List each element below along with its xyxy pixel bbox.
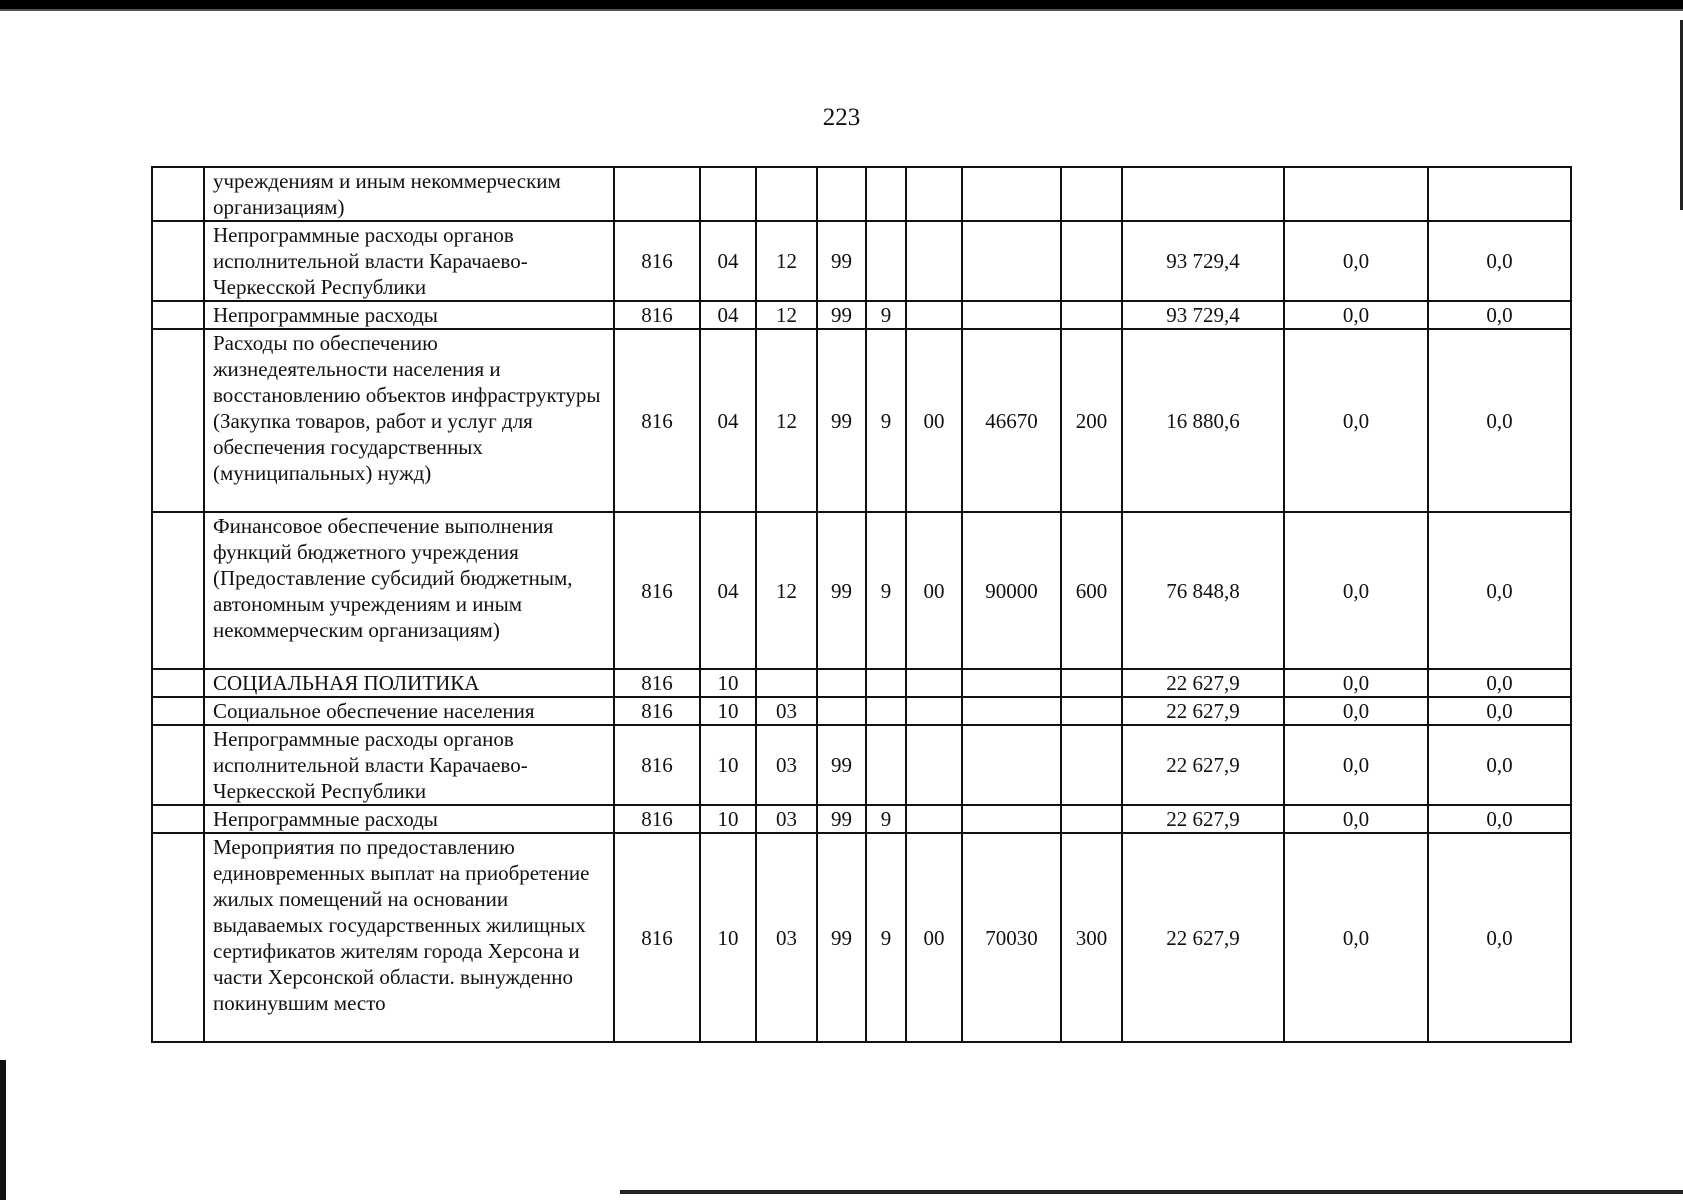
row-value-cell — [906, 725, 962, 805]
row-value-cell: 22 627,9 — [1122, 833, 1284, 1042]
row-value-cell: 816 — [614, 221, 700, 301]
row-value-cell: 10 — [700, 833, 756, 1042]
row-value-cell — [906, 221, 962, 301]
row-value-cell: 99 — [817, 512, 866, 669]
row-value-cell: 300 — [1061, 833, 1122, 1042]
row-index-cell — [152, 167, 204, 221]
row-value-cell: 0,0 — [1428, 725, 1571, 805]
row-value-cell: 03 — [756, 697, 817, 725]
row-value-cell: 0,0 — [1428, 833, 1571, 1042]
row-value-cell: 816 — [614, 697, 700, 725]
row-value-cell: 22 627,9 — [1122, 805, 1284, 833]
row-value-cell: 200 — [1061, 329, 1122, 512]
row-value-cell — [866, 725, 906, 805]
row-value-cell: 00 — [906, 329, 962, 512]
row-value-cell: 0,0 — [1284, 725, 1428, 805]
row-value-cell — [962, 301, 1061, 329]
row-index-cell — [152, 301, 204, 329]
row-value-cell: 0,0 — [1284, 805, 1428, 833]
row-index-cell — [152, 669, 204, 697]
row-index-cell — [152, 833, 204, 1042]
row-value-cell: 12 — [756, 301, 817, 329]
row-value-cell: 22 627,9 — [1122, 697, 1284, 725]
row-value-cell: 0,0 — [1284, 512, 1428, 669]
row-value-cell: 816 — [614, 512, 700, 669]
row-value-cell: 04 — [700, 329, 756, 512]
row-value-cell: 0,0 — [1284, 833, 1428, 1042]
table-body — [152, 167, 1571, 1042]
row-value-cell: 0,0 — [1284, 697, 1428, 725]
row-index-cell — [152, 697, 204, 725]
row-name-cell: Социальное обеспечение населения — [204, 697, 614, 725]
row-value-cell: 03 — [756, 725, 817, 805]
row-value-cell — [1428, 167, 1571, 221]
budget-table — [151, 166, 1572, 1043]
row-value-cell — [962, 805, 1061, 833]
row-value-cell: 816 — [614, 329, 700, 512]
row-value-cell: 99 — [817, 833, 866, 1042]
row-value-cell — [1284, 167, 1428, 221]
row-value-cell — [817, 697, 866, 725]
row-value-cell — [817, 669, 866, 697]
row-value-cell: 9 — [866, 805, 906, 833]
row-value-cell — [866, 697, 906, 725]
row-value-cell: 99 — [817, 301, 866, 329]
row-value-cell: 0,0 — [1428, 805, 1571, 833]
table-row — [152, 167, 1571, 221]
row-value-cell: 12 — [756, 329, 817, 512]
row-value-cell — [1061, 697, 1122, 725]
table-row — [152, 697, 1571, 725]
row-value-cell — [1061, 221, 1122, 301]
row-value-cell: 0,0 — [1428, 697, 1571, 725]
row-index-cell — [152, 221, 204, 301]
row-value-cell — [1061, 725, 1122, 805]
row-value-cell: 9 — [866, 512, 906, 669]
row-value-cell — [906, 697, 962, 725]
table-row — [152, 301, 1571, 329]
row-value-cell: 816 — [614, 301, 700, 329]
row-name-cell: Непрограммные расходы — [204, 805, 614, 833]
row-value-cell — [1061, 301, 1122, 329]
row-name-cell: учреждениям и иным некоммерческим организациям) — [204, 167, 614, 221]
row-value-cell — [906, 805, 962, 833]
row-value-cell: 99 — [817, 221, 866, 301]
row-value-cell — [700, 167, 756, 221]
row-value-cell: 0,0 — [1284, 221, 1428, 301]
row-value-cell: 22 627,9 — [1122, 725, 1284, 805]
row-value-cell: 10 — [700, 697, 756, 725]
row-value-cell: 99 — [817, 725, 866, 805]
row-value-cell: 816 — [614, 833, 700, 1042]
row-name-cell: СОЦИАЛЬНАЯ ПОЛИТИКА — [204, 669, 614, 697]
row-value-cell: 70030 — [962, 833, 1061, 1042]
row-index-cell — [152, 805, 204, 833]
row-value-cell: 93 729,4 — [1122, 301, 1284, 329]
row-value-cell: 99 — [817, 805, 866, 833]
row-value-cell — [817, 167, 866, 221]
row-value-cell: 10 — [700, 805, 756, 833]
row-index-cell — [152, 329, 204, 512]
row-value-cell: 0,0 — [1428, 669, 1571, 697]
row-value-cell: 03 — [756, 833, 817, 1042]
row-value-cell: 99 — [817, 329, 866, 512]
row-value-cell: 10 — [700, 669, 756, 697]
row-value-cell — [866, 167, 906, 221]
row-value-cell — [962, 669, 1061, 697]
row-value-cell — [1061, 669, 1122, 697]
row-value-cell — [1122, 167, 1284, 221]
row-value-cell — [906, 301, 962, 329]
table-row — [152, 512, 1571, 669]
row-value-cell: 04 — [700, 301, 756, 329]
row-value-cell: 16 880,6 — [1122, 329, 1284, 512]
row-value-cell: 816 — [614, 805, 700, 833]
row-value-cell — [962, 221, 1061, 301]
scan-left-edge — [0, 1060, 6, 1200]
row-value-cell: 600 — [1061, 512, 1122, 669]
row-value-cell: 0,0 — [1284, 669, 1428, 697]
row-name-cell: Мероприятия по предоставлению единовременных выплат на приобретение жилых помещений на основании выдаваемых государственных жилищных сертификатов жителям города Херсона и части Херсонской области. вынужденно покинувшим место — [204, 833, 614, 1042]
row-value-cell: 9 — [866, 301, 906, 329]
row-value-cell: 00 — [906, 512, 962, 669]
row-value-cell — [614, 167, 700, 221]
row-value-cell: 04 — [700, 512, 756, 669]
row-value-cell: 10 — [700, 725, 756, 805]
row-value-cell — [756, 669, 817, 697]
row-value-cell — [866, 669, 906, 697]
row-value-cell — [906, 167, 962, 221]
table-row — [152, 833, 1571, 1042]
row-value-cell: 00 — [906, 833, 962, 1042]
table-row — [152, 805, 1571, 833]
row-value-cell: 93 729,4 — [1122, 221, 1284, 301]
row-value-cell: 9 — [866, 329, 906, 512]
row-value-cell: 22 627,9 — [1122, 669, 1284, 697]
row-value-cell — [962, 697, 1061, 725]
row-value-cell — [1061, 805, 1122, 833]
row-value-cell: 90000 — [962, 512, 1061, 669]
row-value-cell: 0,0 — [1428, 301, 1571, 329]
row-value-cell — [906, 669, 962, 697]
row-name-cell: Непрограммные расходы органов исполнительной власти Карачаево-Черкесской Республики — [204, 725, 614, 805]
row-value-cell: 03 — [756, 805, 817, 833]
row-value-cell: 0,0 — [1284, 329, 1428, 512]
row-value-cell: 816 — [614, 725, 700, 805]
table-row — [152, 669, 1571, 697]
table-row — [152, 725, 1571, 805]
table-row — [152, 221, 1571, 301]
row-index-cell — [152, 725, 204, 805]
row-value-cell: 0,0 — [1284, 301, 1428, 329]
table-row — [152, 329, 1571, 512]
row-index-cell — [152, 512, 204, 669]
row-value-cell — [866, 221, 906, 301]
row-value-cell: 12 — [756, 512, 817, 669]
row-value-cell — [1061, 167, 1122, 221]
row-value-cell — [962, 725, 1061, 805]
row-value-cell: 9 — [866, 833, 906, 1042]
row-value-cell — [756, 167, 817, 221]
page-number: 223 — [822, 104, 861, 131]
row-value-cell: 46670 — [962, 329, 1061, 512]
row-value-cell: 76 848,8 — [1122, 512, 1284, 669]
row-name-cell: Финансовое обеспечение выполнения функций бюджетного учреждения (Предоставление субсидий бюджетным, автономным учреждениям и иным некоммерческим организациям) — [204, 512, 614, 669]
row-name-cell: Непрограммные расходы — [204, 301, 614, 329]
row-value-cell: 0,0 — [1428, 512, 1571, 669]
row-value-cell — [962, 167, 1061, 221]
row-value-cell: 12 — [756, 221, 817, 301]
row-value-cell: 0,0 — [1428, 329, 1571, 512]
scan-bottom-edge — [620, 1190, 1683, 1194]
row-name-cell: Расходы по обеспечению жизнедеятельности населения и восстановлению объектов инфраструктуры (Закупка товаров, работ и услуг для обеспечения государственных (муниципальных) нужд) — [204, 329, 614, 512]
scan-top-edge — [0, 0, 1683, 14]
row-value-cell: 0,0 — [1428, 221, 1571, 301]
row-value-cell: 04 — [700, 221, 756, 301]
row-name-cell: Непрограммные расходы органов исполнительной власти Карачаево-Черкесской Республики — [204, 221, 614, 301]
row-value-cell: 816 — [614, 669, 700, 697]
